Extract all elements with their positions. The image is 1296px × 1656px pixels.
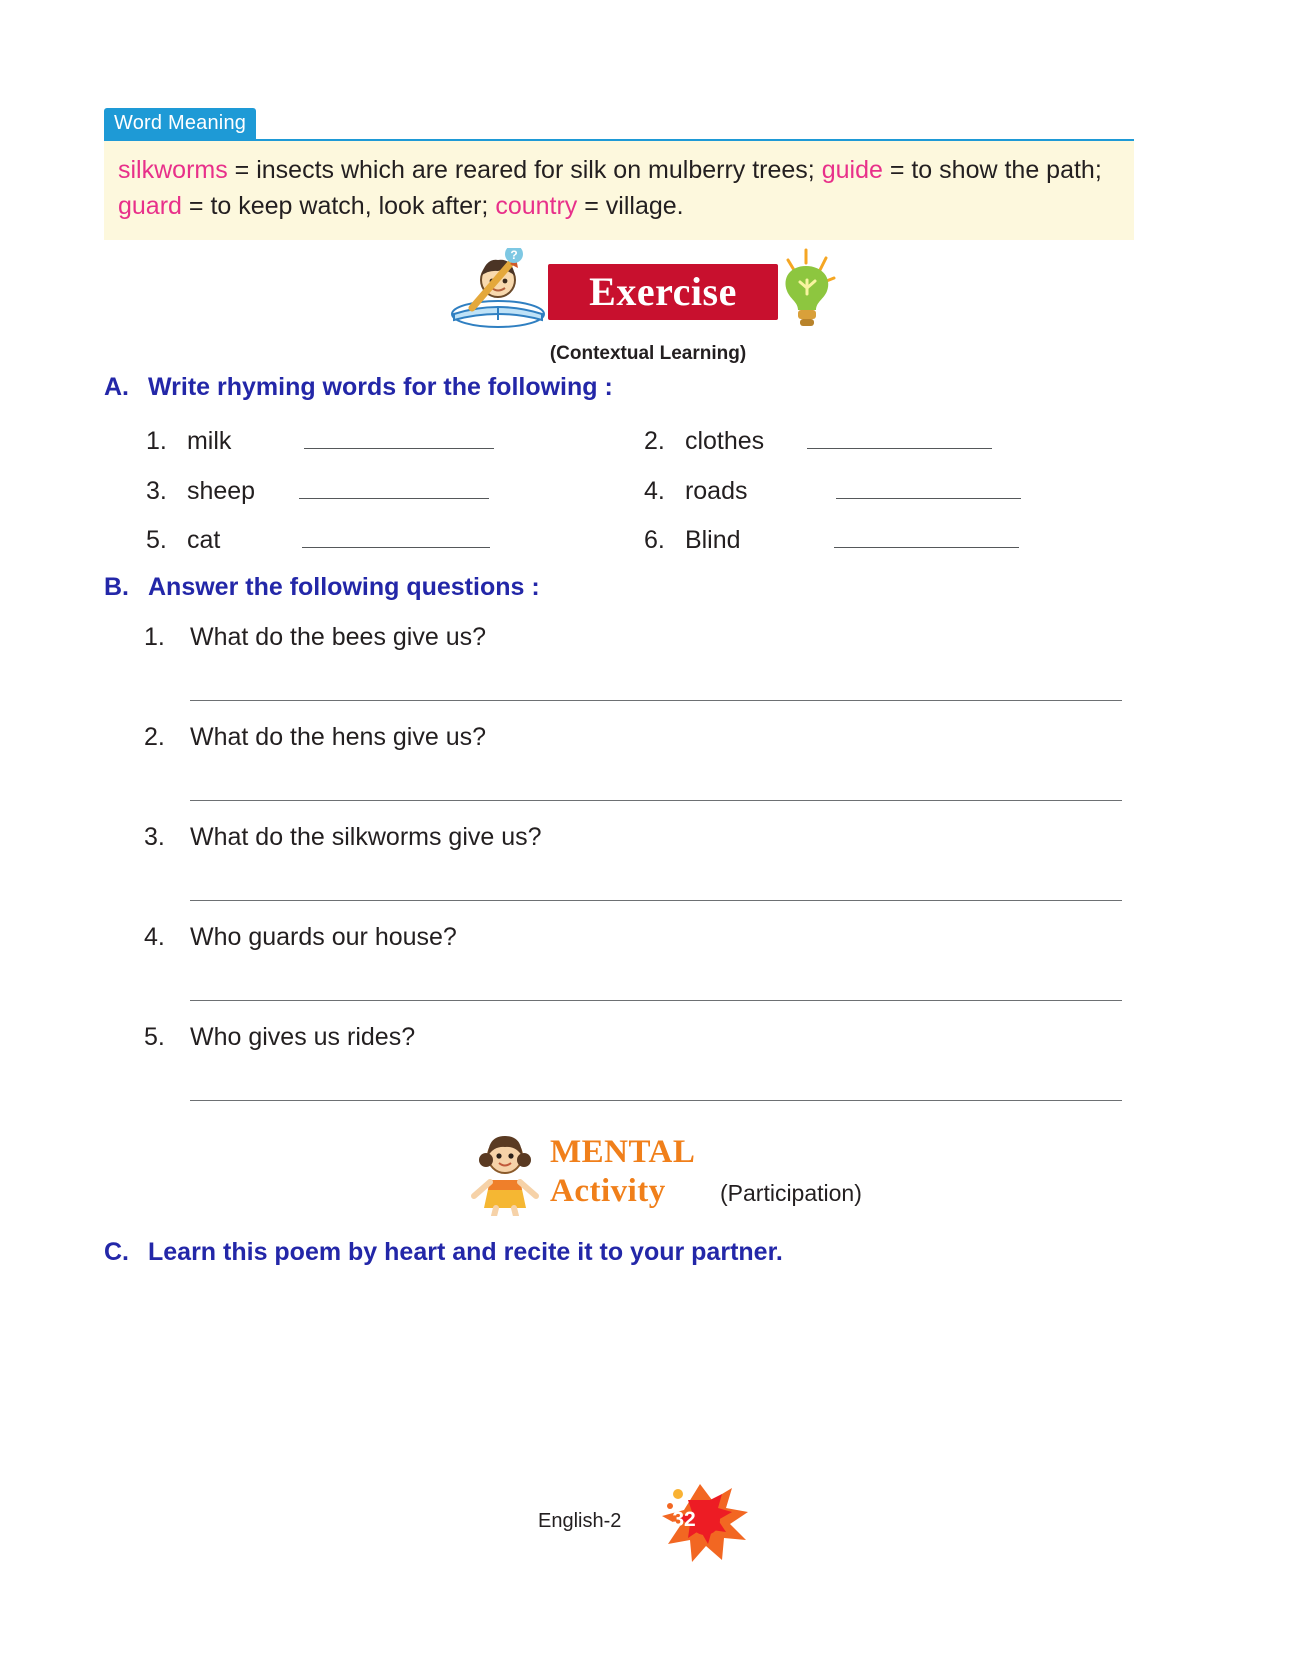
rhyme-word-3: sheep bbox=[186, 477, 256, 505]
question-item-3 bbox=[144, 823, 542, 852]
girl-doodle-icon bbox=[468, 1132, 542, 1216]
section-b-heading: Answer the following questions : bbox=[148, 573, 540, 601]
question-text-4: Who guards our house? bbox=[190, 923, 457, 951]
word-meaning-def-2: = to show the path; bbox=[882, 156, 1102, 184]
rhyme-num-2: 2. bbox=[644, 427, 665, 455]
rhyme-item-4 bbox=[644, 474, 1021, 506]
question-text-2: What do the hens give us? bbox=[190, 723, 487, 751]
question-item-5 bbox=[144, 1023, 415, 1052]
word-meaning-term-3: guard bbox=[118, 191, 182, 220]
rhyme-num-3: 3. bbox=[146, 477, 167, 505]
word-meaning-box bbox=[104, 108, 1134, 240]
rhyme-word-5: cat bbox=[186, 526, 221, 554]
word-meaning-def-3: = to keep watch, look after; bbox=[181, 191, 496, 220]
svg-text:?: ? bbox=[510, 248, 518, 262]
word-meaning-text bbox=[104, 139, 1134, 240]
question-num-1: 1. bbox=[144, 623, 165, 651]
rhyme-word-6: Blind bbox=[684, 526, 741, 554]
section-c-letter: C. bbox=[104, 1238, 129, 1266]
answer-line-5[interactable] bbox=[190, 1100, 1122, 1101]
question-num-3: 3. bbox=[144, 823, 165, 851]
word-meaning-def-4: = village. bbox=[577, 191, 684, 220]
question-num-2: 2. bbox=[144, 723, 165, 751]
section-b-letter: B. bbox=[104, 573, 129, 601]
rhyme-blank-4[interactable] bbox=[836, 474, 1021, 499]
page-number: 32 bbox=[672, 1508, 696, 1531]
answer-line-4[interactable] bbox=[190, 1000, 1122, 1001]
mental-activity-banner bbox=[0, 1130, 1296, 1225]
rhyme-num-4: 4. bbox=[644, 477, 665, 505]
book-label: English-2 bbox=[538, 1510, 622, 1532]
question-text-1: What do the bees give us? bbox=[190, 623, 487, 651]
rhyme-word-4: roads bbox=[684, 477, 748, 505]
mental-activity-line1: MENTAL bbox=[550, 1134, 696, 1170]
question-item-1 bbox=[144, 623, 486, 652]
section-a-letter: A. bbox=[104, 373, 129, 401]
word-meaning-term-1: silkworms bbox=[118, 156, 228, 184]
word-meaning-term-4: country bbox=[495, 191, 578, 220]
question-num-5: 5. bbox=[144, 1023, 165, 1051]
exercise-subtitle: (Contextual Learning) bbox=[549, 343, 747, 364]
rhyme-blank-3[interactable] bbox=[299, 474, 489, 499]
answer-line-3[interactable] bbox=[190, 900, 1122, 901]
word-meaning-term-2: guide bbox=[821, 156, 883, 184]
mental-activity-line2: Activity bbox=[550, 1173, 666, 1209]
section-a-heading: Write rhyming words for the following : bbox=[148, 373, 613, 401]
rhyme-item-2 bbox=[644, 424, 992, 456]
question-item-2 bbox=[144, 723, 486, 752]
rhyme-blank-1[interactable] bbox=[304, 424, 494, 449]
question-text-5: Who gives us rides? bbox=[190, 1023, 416, 1051]
rhyme-item-5 bbox=[146, 523, 490, 555]
rhyme-item-3 bbox=[146, 474, 489, 506]
kid-reading-icon bbox=[442, 248, 554, 332]
question-text-3: What do the silkworms give us? bbox=[190, 823, 542, 851]
rhyme-blank-5[interactable] bbox=[302, 523, 490, 548]
word-meaning-tab: Word Meaning bbox=[104, 108, 256, 139]
mental-activity-note: (Participation) bbox=[720, 1180, 862, 1206]
rhyme-word-1: milk bbox=[186, 427, 232, 455]
rhyme-blank-6[interactable] bbox=[834, 523, 1019, 548]
answer-line-2[interactable] bbox=[190, 800, 1122, 801]
rhyme-blank-2[interactable] bbox=[807, 424, 992, 449]
rhyme-item-1 bbox=[146, 424, 494, 456]
lightbulb-icon bbox=[768, 244, 854, 332]
rhyme-num-5: 5. bbox=[146, 526, 167, 554]
question-item-4 bbox=[144, 923, 457, 952]
section-c-heading: Learn this poem by heart and recite it to your partner. bbox=[148, 1238, 783, 1266]
answer-line-1[interactable] bbox=[190, 700, 1122, 701]
rhyme-num-1: 1. bbox=[146, 427, 167, 455]
question-num-4: 4. bbox=[144, 923, 165, 951]
page-footer bbox=[0, 1478, 1296, 1573]
rhyme-item-6 bbox=[644, 523, 1019, 555]
rhyme-word-2: clothes bbox=[684, 427, 765, 455]
exercise-banner bbox=[0, 244, 1296, 365]
word-meaning-def-1: = insects which are reared for silk on mulberry trees; bbox=[227, 156, 822, 184]
rhyme-num-6: 6. bbox=[644, 526, 665, 554]
exercise-title: Exercise bbox=[589, 269, 737, 314]
